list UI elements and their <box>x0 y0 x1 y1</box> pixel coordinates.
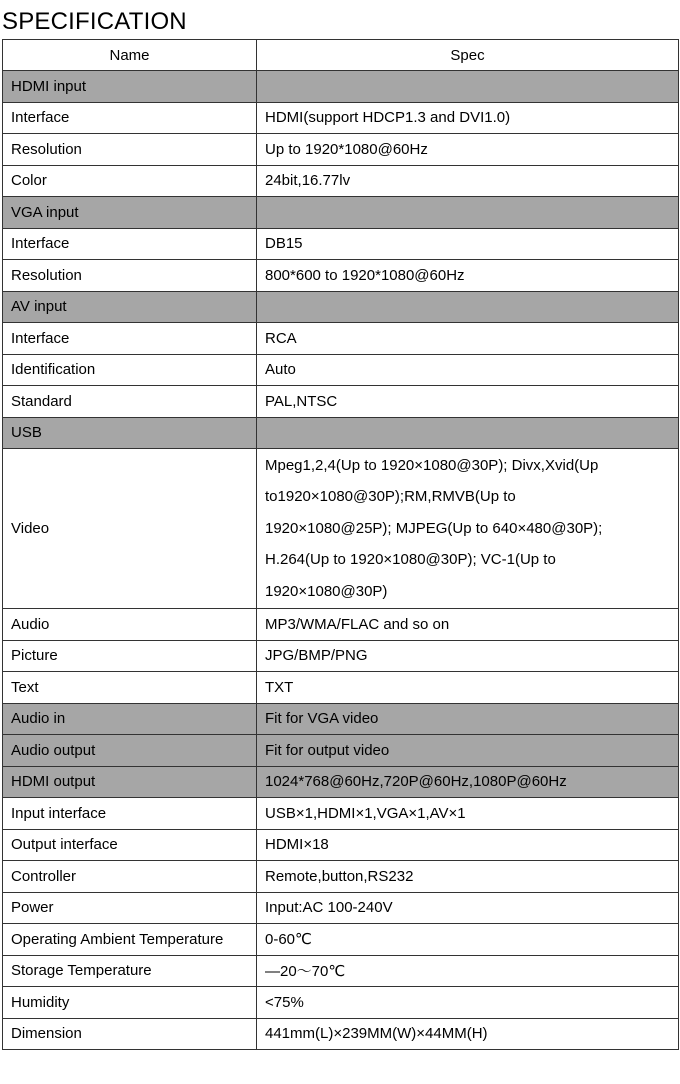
table-row <box>3 987 679 1019</box>
section-row <box>3 291 679 323</box>
section-row <box>3 71 679 103</box>
row-spec-cell: TXT <box>257 672 679 704</box>
row-name-cell: Standard <box>3 386 257 418</box>
row-name-cell: Video <box>3 449 257 609</box>
table-row <box>3 640 679 672</box>
row-spec-cell <box>257 449 679 609</box>
row-name-cell: Resolution <box>3 260 257 292</box>
row-spec-cell: <75% <box>257 987 679 1019</box>
table-row <box>3 323 679 355</box>
table-row <box>3 892 679 924</box>
section-row <box>3 735 679 767</box>
row-name-cell: Operating Ambient Temperature <box>3 924 257 956</box>
row-spec-cell <box>257 291 679 323</box>
row-spec-cell <box>257 417 679 449</box>
table-row <box>3 354 679 386</box>
table-row <box>3 609 679 641</box>
row-spec-cell: Up to 1920*1080@60Hz <box>257 134 679 166</box>
row-name-cell: Audio output <box>3 735 257 767</box>
row-spec-cell: MP3/WMA/FLAC and so on <box>257 609 679 641</box>
table-row <box>3 386 679 418</box>
row-name-cell: Picture <box>3 640 257 672</box>
row-spec-cell: HDMI(support HDCP1.3 and DVI1.0) <box>257 102 679 134</box>
row-name-cell: Interface <box>3 323 257 355</box>
row-name-cell: Interface <box>3 228 257 260</box>
row-name-cell: Audio in <box>3 703 257 735</box>
row-name-cell: USB <box>3 417 257 449</box>
spec-line: H.264(Up to 1920×1080@30P); VC-1(Up to <box>265 551 556 569</box>
header-spec: Spec <box>257 40 679 71</box>
row-spec-cell: JPG/BMP/PNG <box>257 640 679 672</box>
table-row <box>3 829 679 861</box>
row-spec-cell: USB×1,HDMI×1,VGA×1,AV×1 <box>257 798 679 830</box>
section-row <box>3 766 679 798</box>
row-spec-cell: Fit for output video <box>257 735 679 767</box>
table-row <box>3 955 679 987</box>
spec-line: 1920×1080@25P); MJPEG(Up to 640×480@30P); <box>265 519 603 537</box>
table-row <box>3 449 679 609</box>
table-row <box>3 165 679 197</box>
spec-table-body <box>3 71 679 1050</box>
table-header-row <box>3 40 679 71</box>
row-spec-cell: RCA <box>257 323 679 355</box>
row-spec-cell: Fit for VGA video <box>257 703 679 735</box>
row-spec-cell <box>257 197 679 229</box>
row-name-cell: Text <box>3 672 257 704</box>
table-row <box>3 924 679 956</box>
row-name-cell: Controller <box>3 861 257 893</box>
row-name-cell: HDMI input <box>3 71 257 103</box>
row-name-cell: Interface <box>3 102 257 134</box>
row-name-cell: Audio <box>3 609 257 641</box>
table-row <box>3 134 679 166</box>
header-name: Name <box>3 40 257 71</box>
row-spec-cell: 1024*768@60Hz,720P@60Hz,1080P@60Hz <box>257 766 679 798</box>
spec-line: to1920×1080@30P);RM,RMVB(Up to <box>265 488 516 506</box>
table-row <box>3 861 679 893</box>
row-spec-cell: Input:AC 100-240V <box>257 892 679 924</box>
row-spec-cell <box>257 71 679 103</box>
spec-line: Mpeg1,2,4(Up to 1920×1080@30P); Divx,Xvid(Up <box>265 456 599 474</box>
row-spec-cell: —20～70℃ <box>257 955 679 987</box>
row-name-cell: Resolution <box>3 134 257 166</box>
row-name-cell: AV input <box>3 291 257 323</box>
row-spec-cell: PAL,NTSC <box>257 386 679 418</box>
row-name-cell: Storage Temperature <box>3 955 257 987</box>
spec-line: 1920×1080@30P) <box>265 582 388 600</box>
row-name-cell: Output interface <box>3 829 257 861</box>
row-name-cell: HDMI output <box>3 766 257 798</box>
table-row <box>3 228 679 260</box>
table-row <box>3 102 679 134</box>
row-spec-cell: DB15 <box>257 228 679 260</box>
row-name-cell: Identification <box>3 354 257 386</box>
section-row <box>3 197 679 229</box>
table-row <box>3 260 679 292</box>
row-name-cell: VGA input <box>3 197 257 229</box>
row-name-cell: Power <box>3 892 257 924</box>
table-row <box>3 672 679 704</box>
row-spec-cell: 24bit,16.77lv <box>257 165 679 197</box>
row-name-cell: Humidity <box>3 987 257 1019</box>
section-row <box>3 703 679 735</box>
row-name-cell: Color <box>3 165 257 197</box>
row-spec-cell: Auto <box>257 354 679 386</box>
row-name-cell: Input interface <box>3 798 257 830</box>
table-row <box>3 1018 679 1050</box>
table-row <box>3 798 679 830</box>
row-spec-cell: HDMI×18 <box>257 829 679 861</box>
page-title: SPECIFICATION <box>2 8 187 35</box>
row-spec-cell: Remote,button,RS232 <box>257 861 679 893</box>
row-spec-cell: 0-60℃ <box>257 924 679 956</box>
spec-table <box>2 39 679 1050</box>
row-spec-cell: 441mm(L)×239MM(W)×44MM(H) <box>257 1018 679 1050</box>
row-name-cell: Dimension <box>3 1018 257 1050</box>
section-row <box>3 417 679 449</box>
row-spec-cell: 800*600 to 1920*1080@60Hz <box>257 260 679 292</box>
